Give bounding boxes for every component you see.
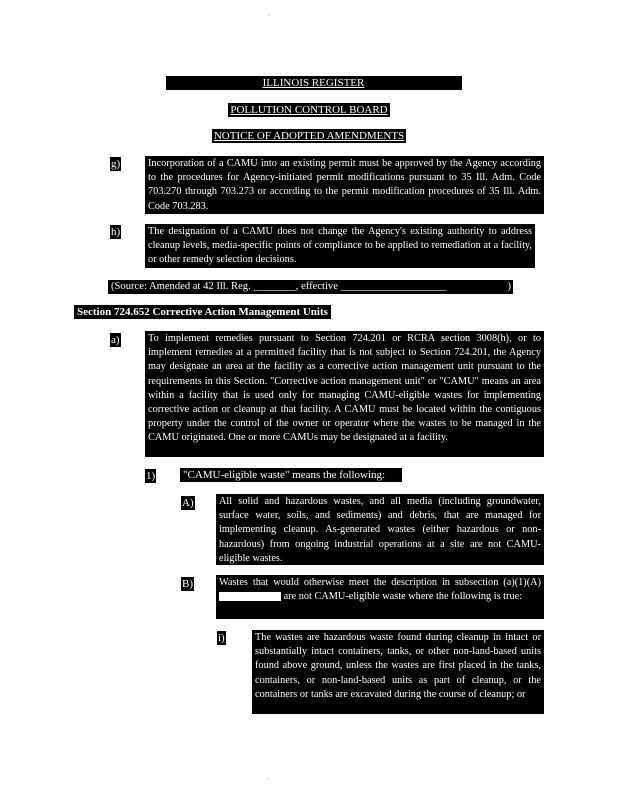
redaction-mark [219, 592, 281, 601]
item-g-text: Incorporation of a CAMU into an existing permit must be approved by the Agency according to the procedures for Agency-initiated permit modifications pursuant to 35 Ill. Adm. Code 703.270 through 703.273 or according to the permit modification procedures of 35 Ill. Adm. Code 703.283. [145, 156, 544, 214]
item-A-text: All solid and hazardous wastes, and all media (including groundwater, surface water, soils, and sediments) and debris, that are managed for implementing cleanup. As-generated wastes (either hazardous or non-hazardous) from ongoing industrial operations at a site are not CAMU-eligible wastes. [216, 494, 544, 565]
notice-title-row [0, 129, 618, 143]
register-title: ILLINOIS REGISTER [166, 76, 462, 90]
source-blank: ____________________ [340, 281, 447, 292]
section-heading: Section 724.652 Corrective Action Management Units [74, 305, 331, 319]
source-suffix: ) [507, 281, 511, 292]
item-g-label: g) [111, 158, 121, 170]
item-a-text: To implement remedies pursuant to Section 724.201 or RCRA section 3008(h), or to implement remedies at a permitted facility that is not subject to Section 724.201, the Agency may designate an area at the facility as a corrective action management unit pursuant to the requirements in this Section. "Corrective action management unit" or "CAMU" means an area within a facility that is used only for managing CAMU-eligible wastes for implementing corrective action or cleanup at that facility. A CAMU must be located within the contiguous property under the control of the owner or operator where the wastes to be managed in the CAMU originated. One or more CAMUs may be designated at a facility. [145, 331, 544, 457]
source-prefix: (Source: Amended at 42 Ill. Reg. ________, effective [111, 281, 341, 292]
item-h-text: The designation of a CAMU does not change the Agency's existing authority to address cleanup levels, media-specific points of compliance to be applied to remediation at a facility, or other remedy selection decisions. [145, 224, 535, 268]
register-title-row [0, 76, 618, 90]
notice-title: NOTICE OF ADOPTED AMENDMENTS [213, 130, 405, 142]
item-h-label: h) [111, 226, 121, 238]
item-i-label: i) [218, 632, 225, 644]
item-i-text: The wastes are hazardous waste found during cleanup in intact or substantially intact containers, tanks, or other non-land-based units found above ground, unless the wastes are first placed in the tanks, containers, or non-land-based units as part of cleanup, or the containers or tanks are excavated during the course of cleanup; or [252, 630, 544, 714]
item-B-text [216, 575, 544, 619]
item-A-label: A) [182, 497, 194, 509]
item-a-label: a) [111, 334, 120, 346]
item-B-text-part2: are not CAMU-eligible waste where the following is true: [281, 591, 523, 603]
source-note [108, 280, 513, 294]
item-B-label: B) [182, 578, 193, 590]
scan-speck [268, 14, 270, 16]
board-title-row [0, 103, 618, 117]
item-a1-label: 1) [146, 470, 156, 482]
item-B-text-part1: Wastes that would otherwise meet the description in subsection (a)(1)(A) [219, 577, 541, 588]
item-a1-text: "CAMU-eligible waste" means the following: [180, 468, 402, 482]
scan-speck [267, 778, 269, 780]
board-title: POLLUTION CONTROL BOARD [230, 104, 388, 116]
